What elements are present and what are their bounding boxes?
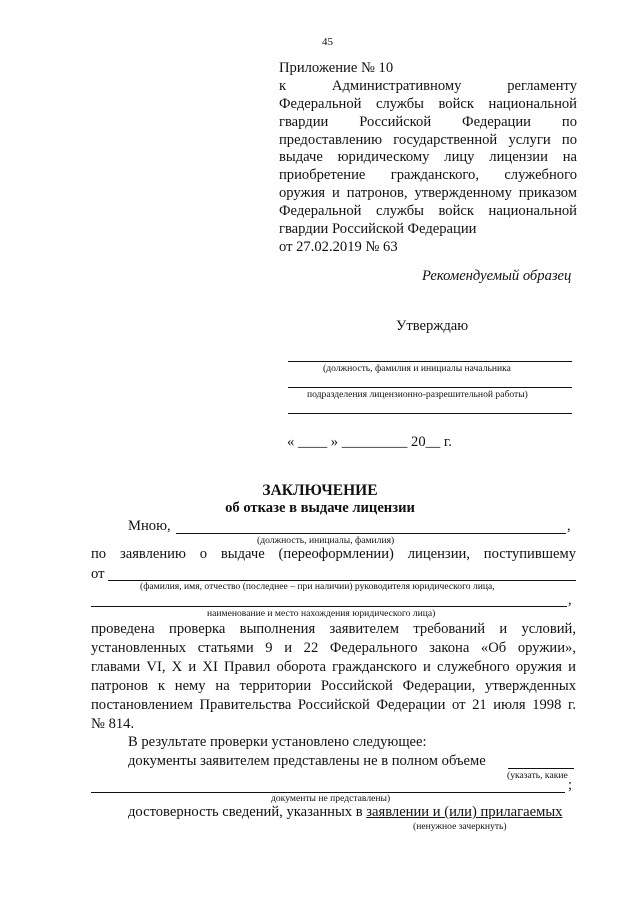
me-caption: (должность, инициалы, фамилия) — [257, 535, 395, 546]
result-line: В результате проверки установлено следующее: — [128, 734, 427, 750]
approve-label: Утверждаю — [396, 318, 469, 334]
reliability-underlined: заявлении и (или) прилагаемых — [366, 804, 563, 820]
name-caption: наименование и место нахождения юридического лица) — [207, 608, 436, 619]
appendix-line: к Административному регламенту — [279, 77, 577, 94]
document-title: ЗАКЛЮЧЕНИЕ — [262, 482, 378, 499]
appendix-line: приобретение гражданского, служебного — [279, 167, 577, 184]
docs-caption-2: документы не представлены) — [271, 793, 391, 804]
paragraph-line: проведена проверка выполнения заявителем требований и условий, — [91, 621, 576, 637]
page-number: 45 — [322, 36, 333, 48]
appendix-block — [279, 60, 577, 257]
fill-line — [176, 533, 566, 534]
approve-caption-1: (должность, фамилия и инициалы начальника — [323, 363, 511, 374]
signature-line — [288, 387, 572, 388]
comma: , — [567, 518, 571, 534]
from-caption: (фамилия, имя, отчество (последнее – при наличии) руководителя юридического лица, — [140, 581, 495, 592]
paragraph-line: главами VI, X и XI Правил оборота гражданского и служебного оружия и — [91, 659, 576, 675]
recommended-sample: Рекомендуемый образец — [422, 268, 572, 284]
appendix-line: Федеральной службы войск национальной — [279, 203, 577, 220]
appendix-line: гвардии Российской Федерации — [279, 221, 477, 238]
fill-line — [508, 768, 574, 769]
reliability-prefix: достоверность сведений, указанных в — [128, 804, 363, 820]
from-label: от — [91, 566, 105, 582]
comma: , — [568, 592, 572, 608]
approve-date: « ____ » _________ 20__ г. — [287, 434, 452, 450]
appendix-line: выдаче юридическому лицу лицензии на — [279, 149, 577, 166]
application-line: по заявлению о выдаче (переоформлении) лицензии, поступившему — [91, 546, 576, 562]
appendix-line: оружия и патронов, утвержденному приказом — [279, 185, 577, 202]
fill-line — [91, 606, 567, 607]
reliability-line — [128, 804, 562, 821]
appendix-line: Федеральной службы войск национальной — [279, 95, 577, 112]
docs-line: документы заявителем представлены не в полном объеме — [128, 753, 486, 769]
document-subtitle: об отказе в выдаче лицензии — [225, 500, 415, 516]
paragraph-line: установленных статьями 9 и 22 Федерального закона «Об оружии», — [91, 640, 576, 656]
semicolon: ; — [568, 777, 573, 793]
docs-caption-1: (указать, какие — [507, 770, 568, 781]
paragraph-line: патронов к нему на территории Российской Федерации, утвержденных — [91, 678, 576, 694]
approve-caption-2: подразделения лицензионно-разрешительной работы) — [307, 389, 528, 400]
appendix-line: гвардии Российской Федерации по — [279, 113, 577, 130]
me-label: Мною, — [128, 518, 171, 534]
appendix-date: от 27.02.2019 № 63 — [279, 238, 398, 255]
appendix-line: предоставлению государственной услуги по — [279, 131, 577, 148]
signature-line — [288, 361, 572, 362]
paragraph-last: № 814. — [91, 716, 135, 732]
signature-line — [288, 413, 572, 414]
reliability-caption: (ненужное зачеркнуть) — [413, 821, 507, 832]
appendix-title: Приложение № 10 — [279, 60, 394, 76]
paragraph-line: постановлением Правительства Российской Федерации от 21 июля 1998 г. — [91, 697, 576, 713]
